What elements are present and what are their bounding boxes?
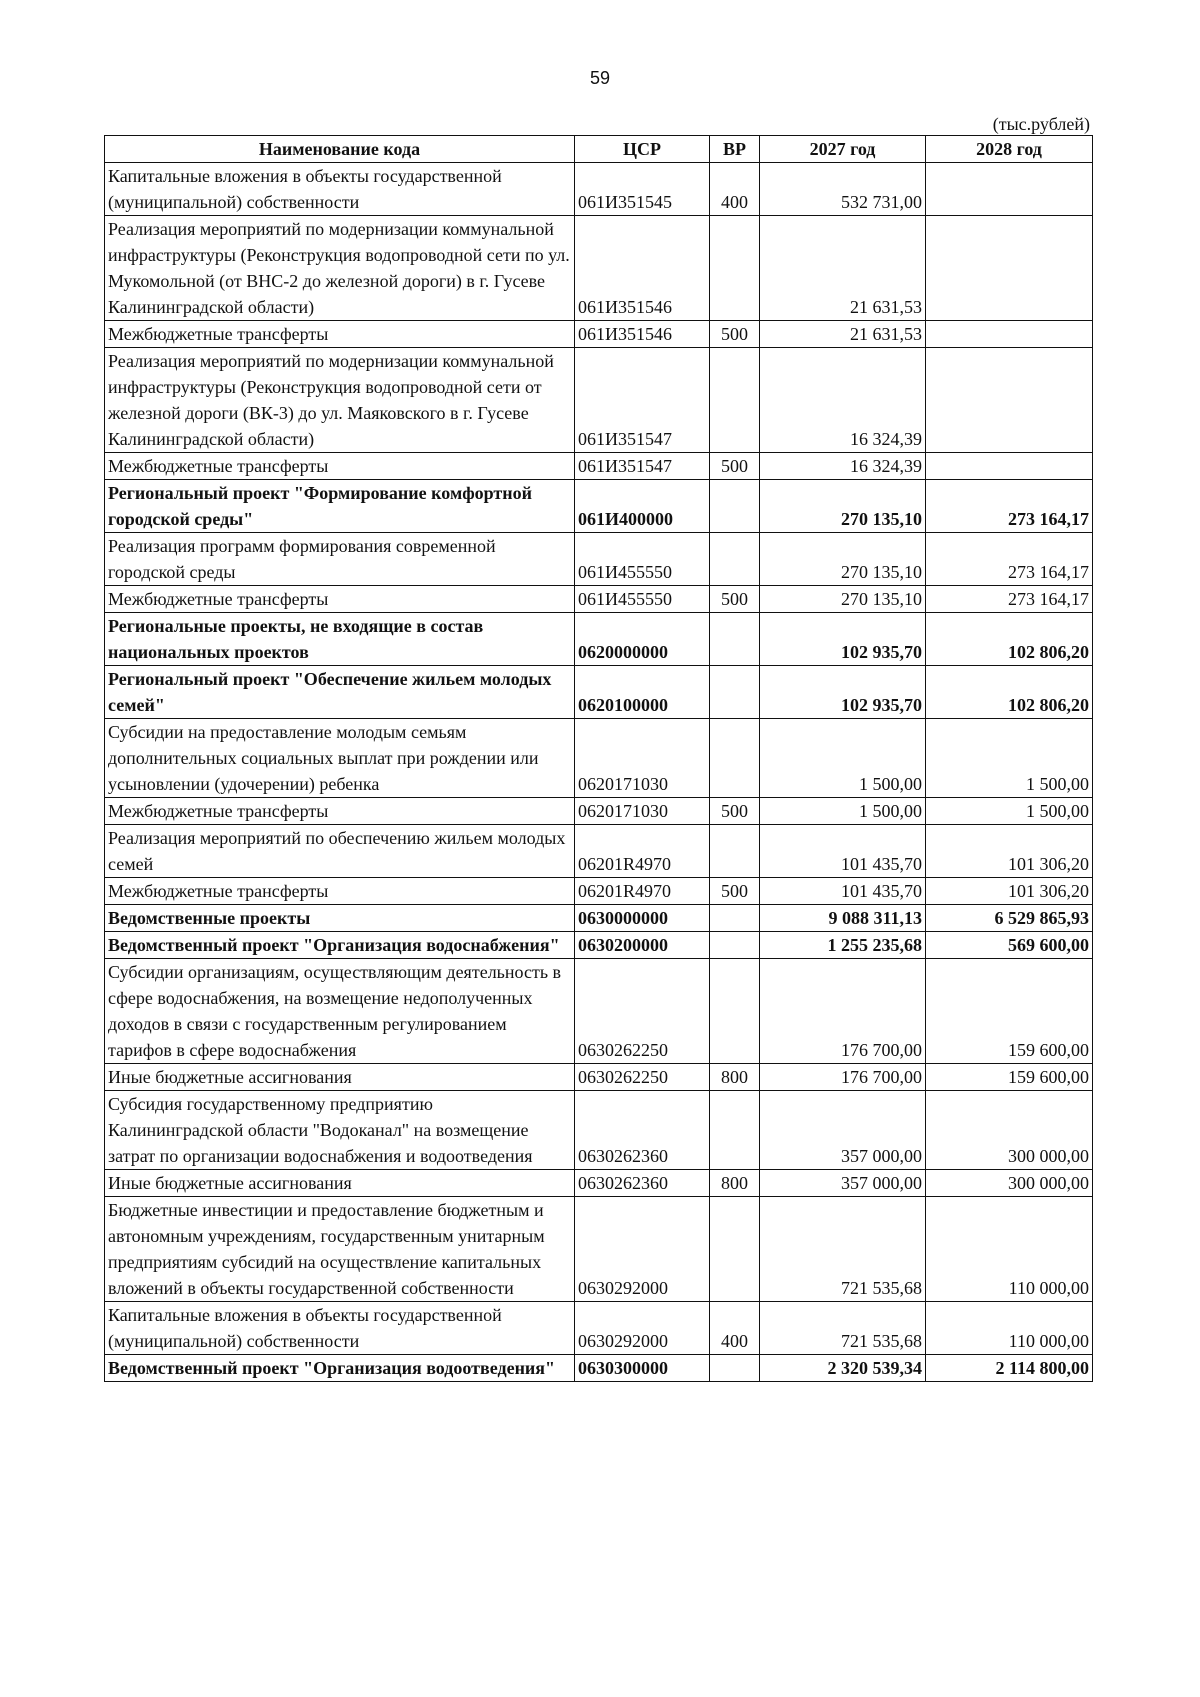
row-name-cell: Субсидии на предоставление молодым семьям дополнительных социальных выплат при рождении или усыновлении (удочерении) ребенка [105, 719, 575, 798]
row-csr-cell: 0620171030 [575, 798, 710, 825]
row-csr-cell: 0630262250 [575, 959, 710, 1064]
table-row [105, 586, 1093, 613]
row-2027-cell: 357 000,00 [760, 1091, 926, 1170]
row-2027-cell: 16 324,39 [760, 453, 926, 480]
row-2028-cell [926, 163, 1093, 216]
row-name-cell: Реализация мероприятий по обеспечению жильем молодых семей [105, 825, 575, 878]
row-vr-cell [710, 959, 760, 1064]
row-csr-cell: 0630300000 [575, 1355, 710, 1382]
row-csr-cell: 0630000000 [575, 905, 710, 932]
table-row [105, 666, 1093, 719]
row-2028-cell: 102 806,20 [926, 613, 1093, 666]
row-2027-cell: 2 320 539,34 [760, 1355, 926, 1382]
table-row [105, 825, 1093, 878]
table-row [105, 1091, 1093, 1170]
table-row [105, 959, 1093, 1064]
row-vr-cell [710, 1091, 760, 1170]
row-name-cell: Межбюджетные трансферты [105, 798, 575, 825]
row-vr-cell: 500 [710, 878, 760, 905]
row-2027-cell: 532 731,00 [760, 163, 926, 216]
table-row [105, 453, 1093, 480]
row-name-cell: Капитальные вложения в объекты государственной (муниципальной) собственности [105, 163, 575, 216]
row-2027-cell: 101 435,70 [760, 825, 926, 878]
row-csr-cell: 061И455550 [575, 533, 710, 586]
row-2027-cell: 270 135,10 [760, 480, 926, 533]
row-name-cell: Ведомственный проект "Организация водоснабжения" [105, 932, 575, 959]
row-csr-cell: 0630262360 [575, 1170, 710, 1197]
row-csr-cell: 061И351545 [575, 163, 710, 216]
row-2028-cell: 159 600,00 [926, 1064, 1093, 1091]
row-2028-cell: 101 306,20 [926, 825, 1093, 878]
row-vr-cell: 500 [710, 586, 760, 613]
table-row [105, 932, 1093, 959]
table-header [105, 136, 1093, 163]
row-2027-cell: 1 500,00 [760, 719, 926, 798]
row-2028-cell: 569 600,00 [926, 932, 1093, 959]
row-name-cell: Капитальные вложения в объекты государственной (муниципальной) собственности [105, 1302, 575, 1355]
row-2028-cell: 102 806,20 [926, 666, 1093, 719]
row-csr-cell: 061И455550 [575, 586, 710, 613]
row-vr-cell: 800 [710, 1064, 760, 1091]
row-2028-cell: 110 000,00 [926, 1197, 1093, 1302]
row-name-cell: Бюджетные инвестиции и предоставление бюджетным и автономным учреждениям, государственным унитарным предприятиям субсидий на осуществление капитальных вложений в объекты государственной собственности [105, 1197, 575, 1302]
row-csr-cell: 0630262360 [575, 1091, 710, 1170]
row-2027-cell: 721 535,68 [760, 1197, 926, 1302]
row-vr-cell [710, 348, 760, 453]
row-name-cell: Межбюджетные трансферты [105, 586, 575, 613]
row-csr-cell: 0630200000 [575, 932, 710, 959]
row-2028-cell: 300 000,00 [926, 1091, 1093, 1170]
row-2028-cell: 2 114 800,00 [926, 1355, 1093, 1382]
table-body [105, 163, 1093, 1382]
row-vr-cell [710, 905, 760, 932]
row-2028-cell: 1 500,00 [926, 798, 1093, 825]
budget-table [104, 135, 1093, 1382]
table-row [105, 798, 1093, 825]
row-name-cell: Реализация программ формирования современной городской среды [105, 533, 575, 586]
row-csr-cell: 06201R4970 [575, 825, 710, 878]
row-2028-cell: 273 164,17 [926, 586, 1093, 613]
row-csr-cell: 0620000000 [575, 613, 710, 666]
table-row [105, 1197, 1093, 1302]
row-name-cell: Межбюджетные трансферты [105, 878, 575, 905]
table-row [105, 348, 1093, 453]
header-csr: ЦСР [575, 136, 710, 163]
row-vr-cell [710, 825, 760, 878]
table-row [105, 1064, 1093, 1091]
row-name-cell: Региональный проект "Формирование комфортной городской среды" [105, 480, 575, 533]
header-row [105, 136, 1093, 163]
row-2028-cell: 6 529 865,93 [926, 905, 1093, 932]
row-2028-cell [926, 348, 1093, 453]
row-name-cell: Региональный проект "Обеспечение жильем молодых семей" [105, 666, 575, 719]
row-2027-cell: 16 324,39 [760, 348, 926, 453]
row-name-cell: Межбюджетные трансферты [105, 321, 575, 348]
row-name-cell: Реализация мероприятий по модернизации коммунальной инфраструктуры (Реконструкция водопроводной сети от железной дороги (ВК-3) до ул. Маяковского в г. Гусеве Калининградской области) [105, 348, 575, 453]
table-row [105, 878, 1093, 905]
table-row [105, 533, 1093, 586]
table-row [105, 1302, 1093, 1355]
row-vr-cell [710, 480, 760, 533]
row-2028-cell: 273 164,17 [926, 533, 1093, 586]
row-2028-cell: 1 500,00 [926, 719, 1093, 798]
row-name-cell: Межбюджетные трансферты [105, 453, 575, 480]
header-name: Наименование кода [105, 136, 575, 163]
row-2027-cell: 21 631,53 [760, 216, 926, 321]
row-2028-cell: 110 000,00 [926, 1302, 1093, 1355]
row-csr-cell: 061И400000 [575, 480, 710, 533]
page-number: 59 [589, 68, 611, 88]
table-row [105, 163, 1093, 216]
row-vr-cell [710, 613, 760, 666]
row-2028-cell [926, 321, 1093, 348]
row-csr-cell: 061И351546 [575, 216, 710, 321]
row-2027-cell: 1 255 235,68 [760, 932, 926, 959]
row-vr-cell [710, 216, 760, 321]
row-2028-cell: 159 600,00 [926, 959, 1093, 1064]
row-name-cell: Субсидия государственному предприятию Калининградской области "Водоканал" на возмещение затрат по организации водоснабжения и водоотведения [105, 1091, 575, 1170]
row-vr-cell: 500 [710, 798, 760, 825]
row-vr-cell: 500 [710, 453, 760, 480]
table-row [105, 1355, 1093, 1382]
row-csr-cell: 061И351547 [575, 348, 710, 453]
row-vr-cell [710, 533, 760, 586]
table-row [105, 321, 1093, 348]
row-csr-cell: 06201R4970 [575, 878, 710, 905]
row-2027-cell: 176 700,00 [760, 959, 926, 1064]
row-name-cell: Субсидии организациям, осуществляющим деятельность в сфере водоснабжения, на возмещение недополученных доходов в связи с государственным регулированием тарифов в сфере водоснабжения [105, 959, 575, 1064]
table-row [105, 216, 1093, 321]
table-row [105, 613, 1093, 666]
row-vr-cell [710, 1355, 760, 1382]
row-2027-cell: 1 500,00 [760, 798, 926, 825]
row-2027-cell: 357 000,00 [760, 1170, 926, 1197]
units-label: (тыс.рублей) [992, 114, 1090, 134]
row-vr-cell [710, 932, 760, 959]
row-csr-cell: 0630262250 [575, 1064, 710, 1091]
row-name-cell: Региональные проекты, не входящие в состав национальных проектов [105, 613, 575, 666]
header-2027: 2027 год [760, 136, 926, 163]
row-vr-cell [710, 719, 760, 798]
header-2028: 2028 год [926, 136, 1093, 163]
row-csr-cell: 061И351546 [575, 321, 710, 348]
table-row [105, 905, 1093, 932]
row-2027-cell: 9 088 311,13 [760, 905, 926, 932]
row-vr-cell [710, 1197, 760, 1302]
row-2027-cell: 270 135,10 [760, 533, 926, 586]
row-name-cell: Ведомственный проект "Организация водоотведения" [105, 1355, 575, 1382]
row-csr-cell: 061И351547 [575, 453, 710, 480]
row-2028-cell: 101 306,20 [926, 878, 1093, 905]
row-csr-cell: 0620100000 [575, 666, 710, 719]
table-row [105, 1170, 1093, 1197]
row-csr-cell: 0630292000 [575, 1197, 710, 1302]
row-2028-cell: 300 000,00 [926, 1170, 1093, 1197]
row-vr-cell: 400 [710, 1302, 760, 1355]
row-2028-cell [926, 453, 1093, 480]
row-csr-cell: 0630292000 [575, 1302, 710, 1355]
row-2027-cell: 101 435,70 [760, 878, 926, 905]
row-vr-cell: 800 [710, 1170, 760, 1197]
row-2027-cell: 721 535,68 [760, 1302, 926, 1355]
row-vr-cell [710, 666, 760, 719]
header-vr: ВР [710, 136, 760, 163]
row-csr-cell: 0620171030 [575, 719, 710, 798]
row-2027-cell: 176 700,00 [760, 1064, 926, 1091]
table-row [105, 719, 1093, 798]
row-2027-cell: 102 935,70 [760, 666, 926, 719]
row-2028-cell: 273 164,17 [926, 480, 1093, 533]
row-name-cell: Ведомственные проекты [105, 905, 575, 932]
row-2028-cell [926, 216, 1093, 321]
row-vr-cell: 400 [710, 163, 760, 216]
row-vr-cell: 500 [710, 321, 760, 348]
row-2027-cell: 102 935,70 [760, 613, 926, 666]
table-row [105, 480, 1093, 533]
row-name-cell: Иные бюджетные ассигнования [105, 1064, 575, 1091]
row-name-cell: Иные бюджетные ассигнования [105, 1170, 575, 1197]
row-2027-cell: 21 631,53 [760, 321, 926, 348]
row-2027-cell: 270 135,10 [760, 586, 926, 613]
row-name-cell: Реализация мероприятий по модернизации коммунальной инфраструктуры (Реконструкция водопроводной сети по ул. Мукомольной (от ВНС-2 до железной дороги) в г. Гусеве Калининградской области) [105, 216, 575, 321]
